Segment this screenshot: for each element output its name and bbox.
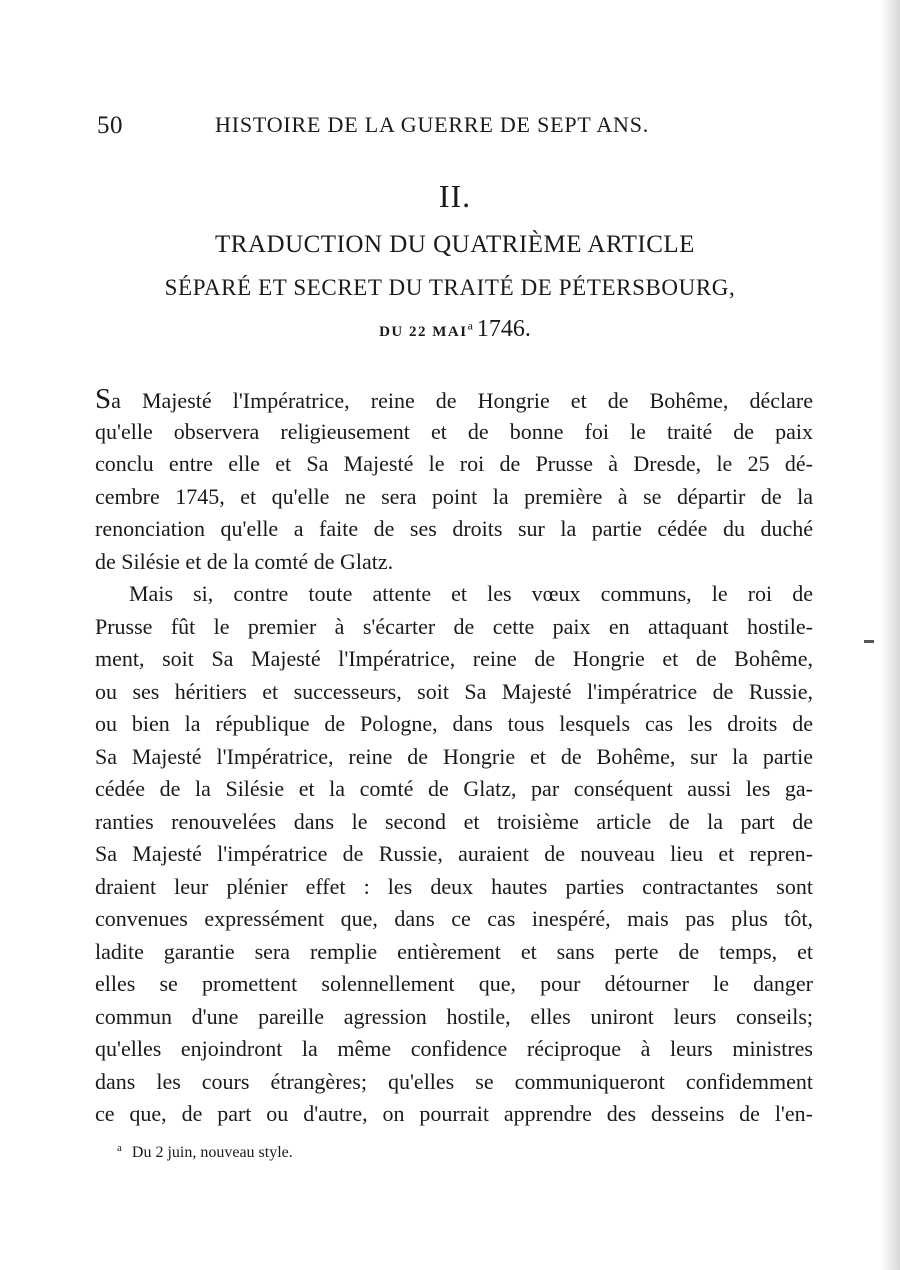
footnote-marker: a	[117, 1141, 122, 1154]
body-text	[95, 383, 813, 1131]
text-line: convenues expressément que, dans ce cas inespéré, mais pas plus tôt,	[95, 906, 813, 931]
section-title-line-2: SÉPARÉ ET SECRET DU TRAITÉ DE PÉTERSBOURG,	[164, 275, 736, 300]
date-prefix: DU 22 MAI	[379, 324, 468, 340]
section-title-line-1: TRADUCTION DU QUATRIÈME ARTICLE	[215, 231, 695, 258]
section-number: II.	[438, 178, 472, 214]
text-line: ce que, de part ou d'autre, on pourrait apprendre des desseins de l'en-	[95, 1101, 813, 1126]
text-line: elles se promettent solennellement que, pour détourner le danger	[95, 971, 813, 996]
footnote-text: Du 2 juin, nouveau style.	[131, 1144, 293, 1161]
line-text: a Majesté l'Impératrice, reine de Hongrie et de Bohême, déclare	[111, 388, 813, 413]
text-line: cembre 1745, et qu'elle ne sera point la première à se départir de la	[95, 483, 813, 509]
text-line: dans les cours étrangères; qu'elles se communiqueront confidemment	[95, 1068, 813, 1094]
running-head	[97, 112, 737, 144]
text-line: qu'elles enjoindront la même confidence réciproque à leurs ministres	[95, 1036, 813, 1061]
text-line: Sa Majesté l'Impératrice, reine de Hongrie et de Bohême, sur la partie	[95, 743, 813, 769]
date-year: 1746.	[476, 316, 531, 342]
text-line: ou ses héritiers et successeurs, soit Sa Majesté l'impératrice de Russie,	[95, 678, 813, 704]
text-line	[95, 383, 813, 416]
section-heading	[0, 174, 900, 347]
text-line: Sa Majesté l'impératrice de Russie, auraient de nouveau lieu et repren-	[95, 841, 813, 866]
text-line: Mais si, contre toute attente et les vœux communs, le roi de	[129, 581, 813, 606]
paragraph-1	[95, 383, 813, 578]
text-line: Prusse fût le premier à s'écarter de cette paix en attaquant hostile-	[95, 613, 813, 639]
drop-cap: S	[95, 383, 112, 415]
footnote	[117, 1141, 293, 1162]
paragraph-2	[95, 578, 813, 1131]
section-date	[10, 314, 900, 347]
text-line: ladite garantie sera remplie entièrement et sans perte de temps, et	[95, 938, 813, 964]
text-line: ranties renouvelées dans le second et troisième article de la part de	[95, 808, 813, 834]
date-footnote-marker: a	[467, 318, 473, 333]
text-line: cédée de la Silésie et la comté de Glatz, par conséquent aussi les ga-	[95, 776, 813, 801]
page-number: 50	[97, 112, 123, 139]
running-title: HISTOIRE DE LA GUERRE DE SEPT ANS.	[215, 112, 650, 137]
text-line: renonciation qu'elle a faite de ses droits sur la partie cédée du duché	[95, 516, 813, 541]
text-line: draient leur plénier effet : les deux hautes parties contractantes sont	[95, 873, 813, 899]
text-line: qu'elle observera religieusement et de bonne foi le traité de paix	[95, 418, 813, 444]
text-line: ment, soit Sa Majesté l'Impératrice, reine de Hongrie et de Bohême,	[95, 646, 813, 671]
text-line: ou bien la république de Pologne, dans tous lesquels cas les droits de	[95, 711, 813, 736]
text-line: commun d'une pareille agression hostile, elles uniront leurs conseils;	[95, 1003, 813, 1029]
text-line: conclu entre elle et Sa Majesté le roi de Prusse à Dresde, le 25 dé-	[95, 451, 813, 476]
margin-mark	[864, 640, 874, 643]
text-line: de Silésie et de la comté de Glatz.	[95, 548, 394, 574]
